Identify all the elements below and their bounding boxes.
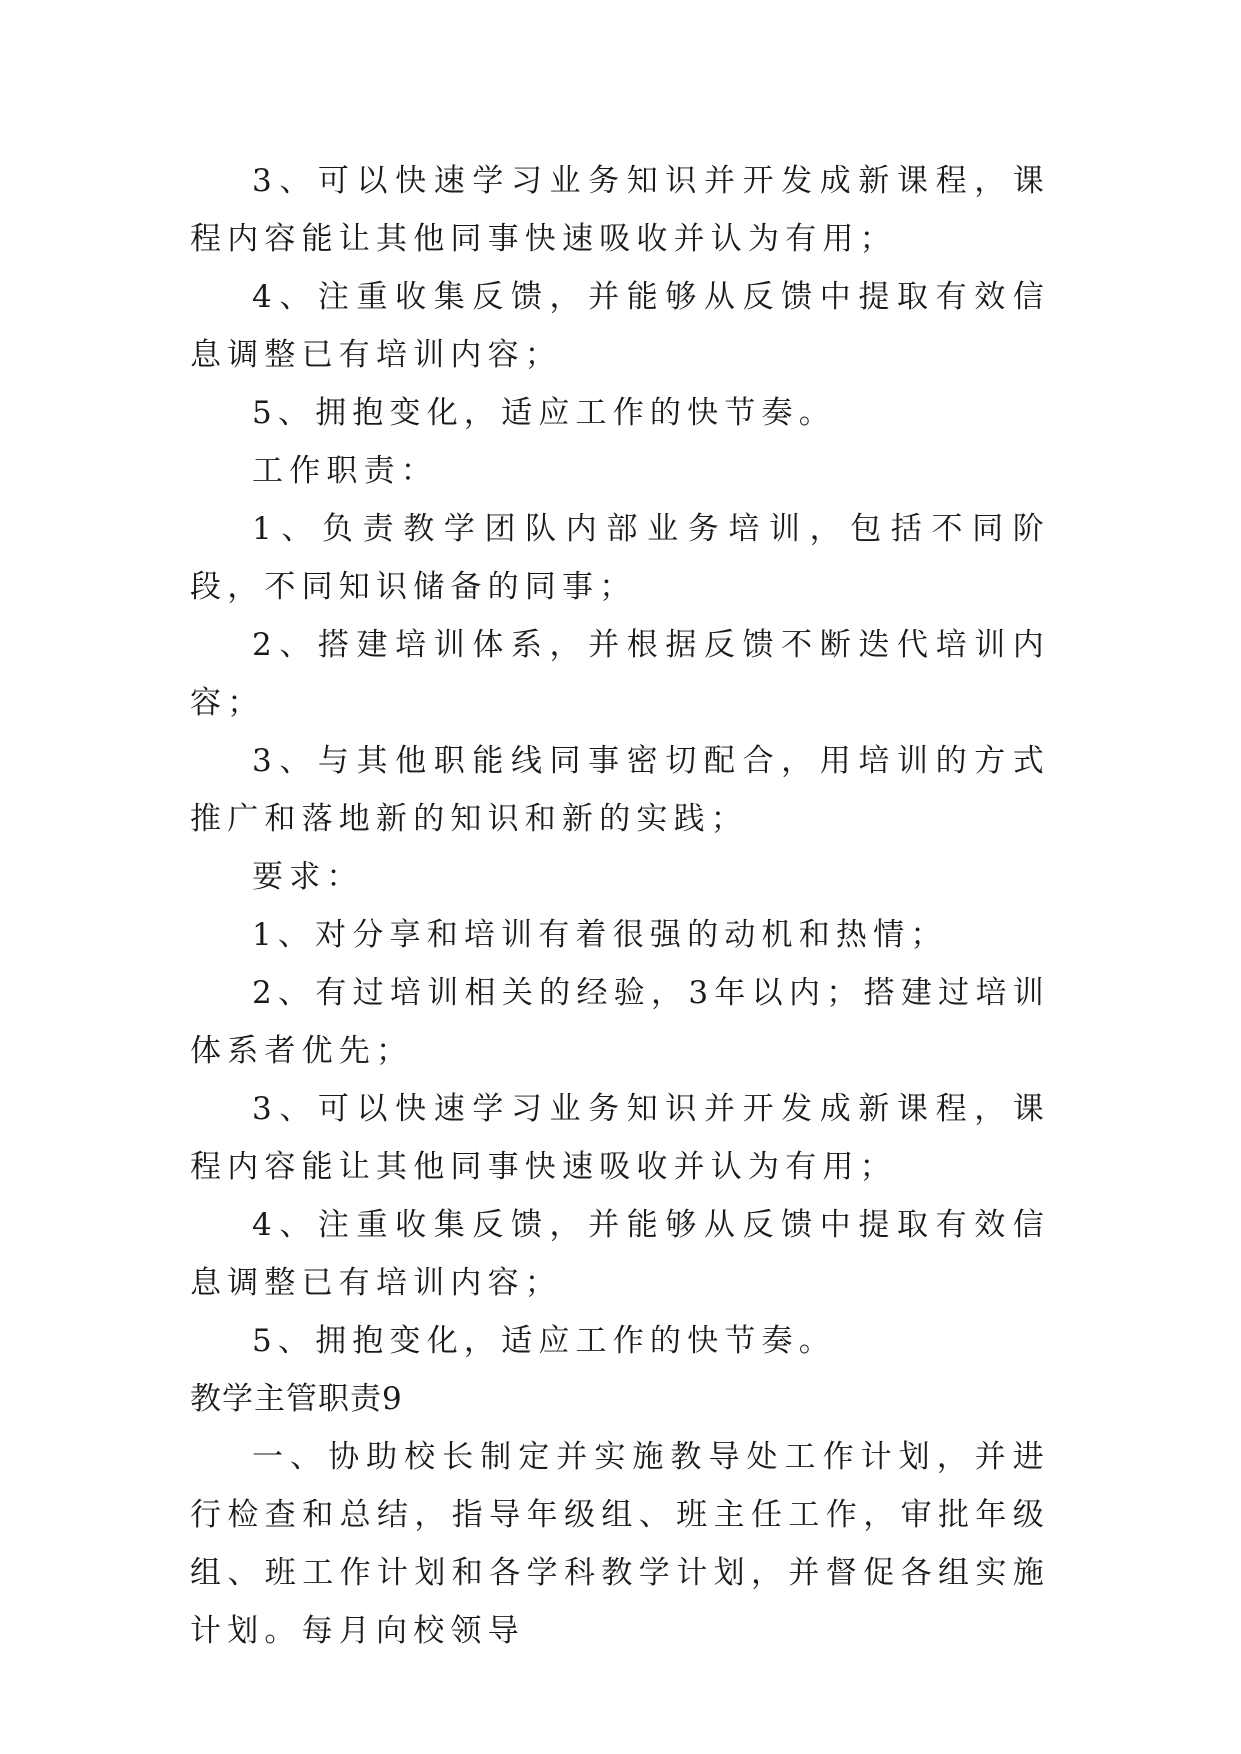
paragraph: 5、拥抱变化，适应工作的快节奏。 xyxy=(252,395,836,431)
paragraph: 2、搭建培训体系，并根据反馈不断迭代培训内容； xyxy=(190,627,1050,721)
paragraph: 4、注重收集反馈，并能够从反馈中提取有效信息调整已有培训内容； xyxy=(190,279,1050,373)
section-label: 工作职责： xyxy=(252,453,438,489)
section-label: 要求： xyxy=(252,859,364,895)
section-heading: 教学主管职责9 xyxy=(190,1381,403,1417)
paragraph: 4、注重收集反馈，并能够从反馈中提取有效信息调整已有培训内容； xyxy=(190,1207,1050,1301)
paragraph: 1、对分享和培训有着很强的动机和热情； xyxy=(252,917,948,953)
paragraph: 5、拥抱变化，适应工作的快节奏。 xyxy=(252,1323,836,1359)
paragraph: 1、负责教学团队内部业务培训，包括不同阶段，不同知识储备的同事； xyxy=(190,511,1050,605)
paragraph: 3、可以快速学习业务知识并开发成新课程，课程内容能让其他同事快速吸收并认为有用； xyxy=(190,163,1050,257)
paragraph: 3、可以快速学习业务知识并开发成新课程，课程内容能让其他同事快速吸收并认为有用； xyxy=(190,1091,1050,1185)
paragraph: 3、与其他职能线同事密切配合，用培训的方式推广和落地新的知识和新的实践； xyxy=(190,743,1050,837)
paragraph: 一、协助校长制定并实施教导处工作计划，并进行检查和总结，指导年级组、班主任工作，审批年级组、班工作计划和各学科教学计划，并督促各组实施计划。每月向校领导 xyxy=(190,1439,1050,1649)
document-body xyxy=(190,152,1050,1660)
paragraph: 2、有过培训相关的经验，3年以内；搭建过培训体系者优先； xyxy=(190,975,1050,1069)
